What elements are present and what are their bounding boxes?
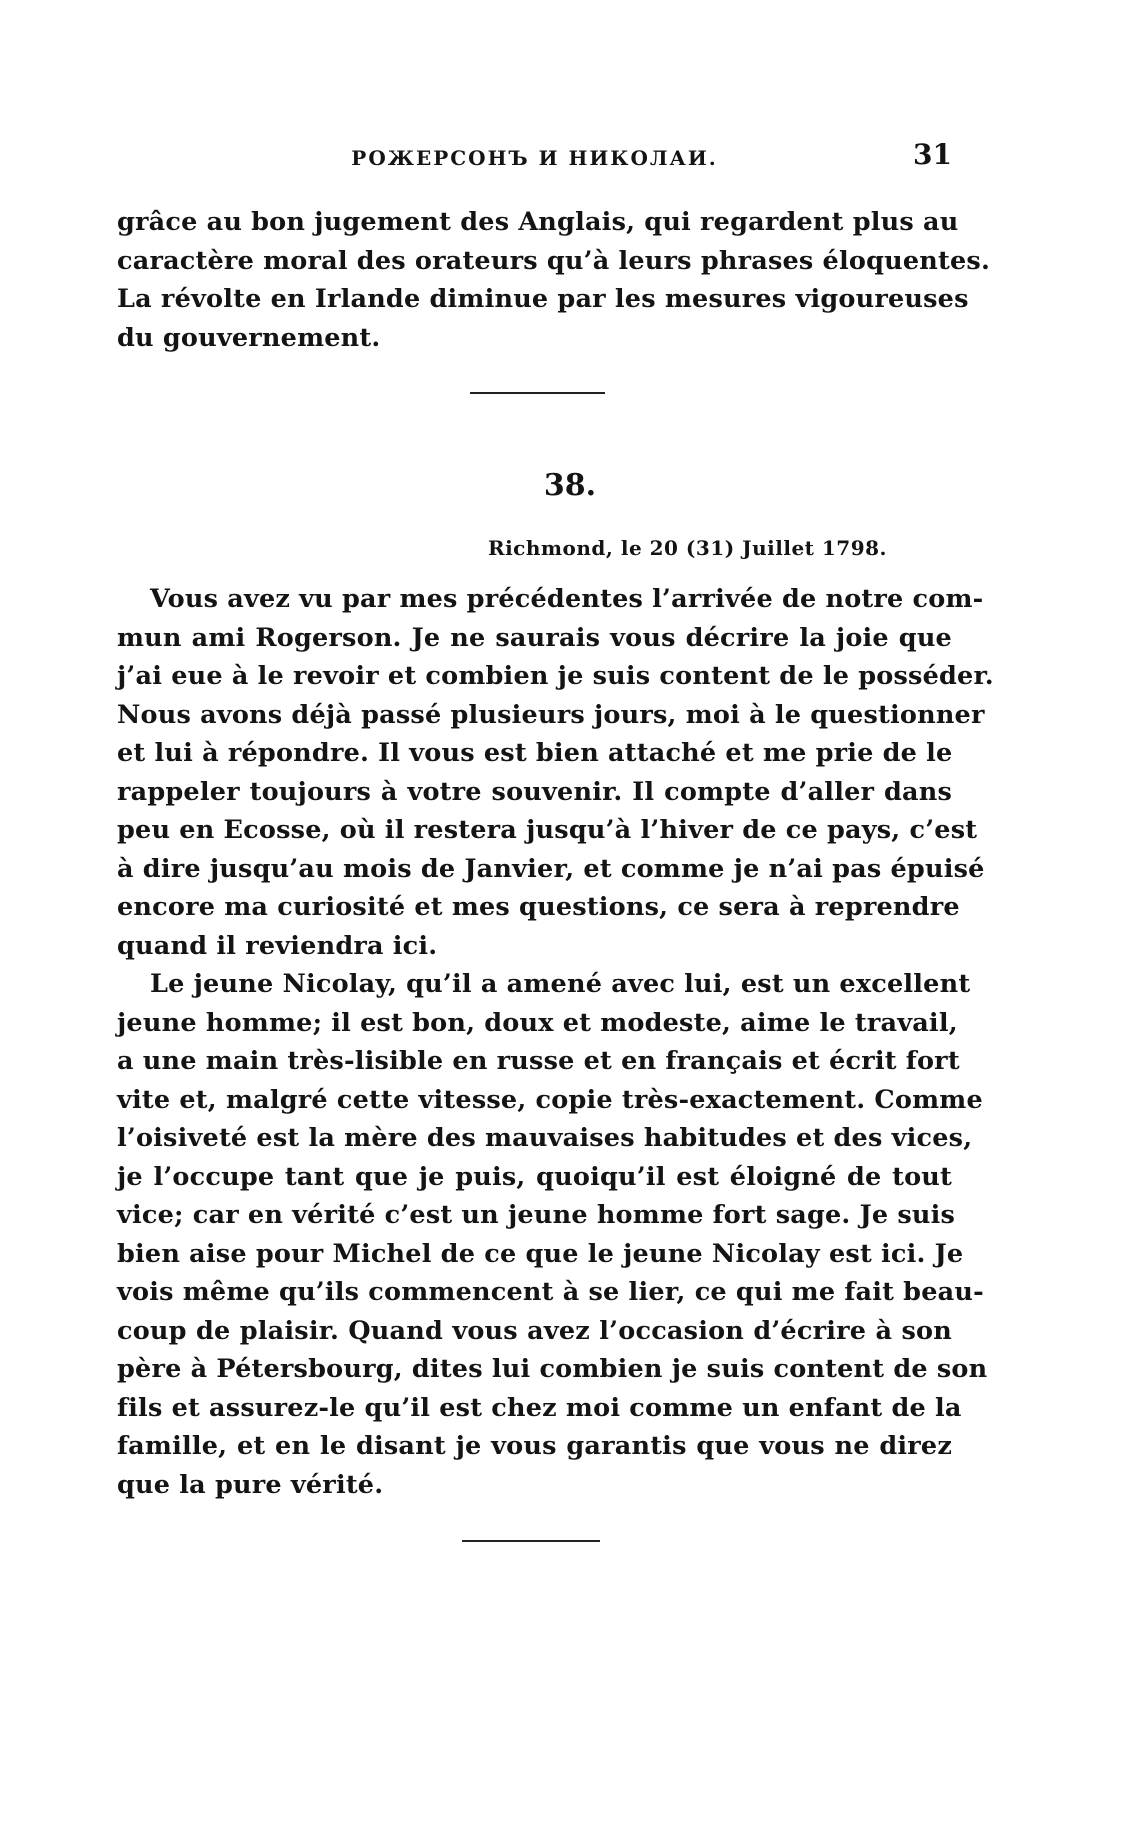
text-line: vite et, malgré cette vitesse, copie très-exactement. Comme — [117, 1084, 983, 1115]
section-divider — [470, 392, 605, 394]
text-line: quand il reviendra ici. — [117, 930, 438, 961]
text-line: peu en Ecosse, où il restera jusqu’à l’hiver de ce pays, c’est — [117, 815, 978, 845]
letter-number: 38. — [543, 468, 597, 503]
letter-dateline: Richmond, le 20 (31) Juillet 1798. — [487, 536, 887, 560]
text-line: j’ai eue à le revoir et combien je suis content de le posséder. — [117, 661, 994, 691]
page-number: 31 — [913, 138, 952, 171]
running-head — [117, 138, 952, 178]
text-line: vois même qu’ils commencent à se lier, ce qui me fait beau- — [117, 1277, 984, 1307]
text-line: caractère moral des orateurs qu’à leurs phrases éloquentes. — [117, 245, 991, 276]
text-line: Vous avez vu par mes précédentes l’arrivée de notre com- — [150, 584, 984, 614]
text-line: vice; car en vérité c’est un jeune homme fort sage. Je suis — [117, 1200, 956, 1230]
text-line: rappeler toujours à votre souvenir. Il compte d’aller dans — [117, 776, 952, 807]
text-line: bien aise pour Michel de ce que le jeune Nicolay est ici. Je — [117, 1238, 964, 1269]
text-line: à dire jusqu’au mois de Janvier, et comme je n’ai pas épuisé — [117, 853, 985, 884]
section-divider — [462, 1540, 600, 1542]
text-line: encore ma curiosité et mes questions, ce sera à reprendre — [117, 892, 960, 922]
text-line: jeune homme; il est bon, doux et modeste, aime le travail, — [117, 1007, 958, 1038]
text-line: que la pure vérité. — [117, 1469, 384, 1500]
letter-body — [117, 580, 994, 1504]
text-line: mun ami Rogerson. Je ne saurais vous décrire la joie que — [117, 622, 952, 653]
text-line: famille, et en le disant je vous garantis que vous ne direz — [117, 1431, 952, 1461]
text-line: Nous avons déjà passé plusieurs jours, moi à le questionner — [117, 699, 985, 730]
text-line: et lui à répondre. Il vous est bien attaché et me prie de le — [117, 738, 953, 768]
paragraph-continuation — [117, 203, 991, 357]
text-line: fils et assurez-le qu’il est chez moi comme un enfant de la — [117, 1392, 962, 1423]
text-line: l’oisiveté est la mère des mauvaises habitudes et des vices, — [117, 1123, 973, 1153]
text-line: du gouvernement. — [117, 322, 381, 353]
text-line: La révolte en Irlande diminue par les mesures vigoureuses — [117, 284, 969, 314]
text-line: a une main très-lisible en russe et en français et écrit fort — [117, 1046, 960, 1076]
running-title: РОЖЕРСОНЪ И НИКОЛАИ. — [351, 146, 718, 170]
text-line: je l’occupe tant que je puis, quoiqu’il est éloigné de tout — [117, 1161, 952, 1192]
text-line: père à Pétersbourg, dites lui combien je suis content de son — [117, 1354, 988, 1384]
text-line: Le jeune Nicolay, qu’il a amené avec lui, est un excellent — [150, 969, 971, 999]
text-line: grâce au bon jugement des Anglais, qui regardent plus au — [117, 207, 959, 237]
text-line: coup de plaisir. Quand vous avez l’occasion d’écrire à son — [117, 1315, 952, 1346]
